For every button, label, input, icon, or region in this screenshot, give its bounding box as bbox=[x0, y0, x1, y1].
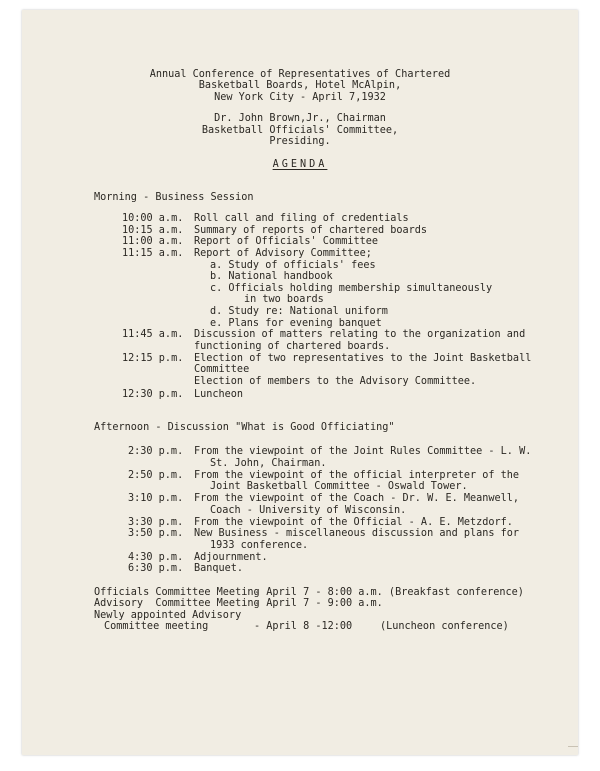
morning-item: Summary of reports of chartered boards bbox=[194, 225, 428, 236]
advisory-sub-item: in two boards bbox=[244, 294, 324, 305]
agenda-title: AGENDA bbox=[272, 159, 328, 170]
header-line-3: New York City - April 7,1932 bbox=[214, 92, 386, 103]
page-corner-mark bbox=[568, 746, 578, 753]
meeting-date: - April 8 -12:00 bbox=[254, 621, 353, 632]
meeting-name: Committee meeting bbox=[104, 621, 209, 632]
afternoon-item: From the viewpoint of the official interpreter of the bbox=[194, 470, 520, 481]
morning-time: 11:45 a.m. bbox=[122, 329, 184, 340]
afternoon-time: 2:50 p.m. bbox=[128, 470, 184, 481]
afternoon-item: From the viewpoint of the Joint Rules Committee - L. W. bbox=[194, 446, 532, 457]
afternoon-time: 3:10 p.m. bbox=[128, 493, 184, 504]
morning-time: 10:15 a.m. bbox=[122, 225, 184, 236]
morning-item: Report of Officials' Committee bbox=[194, 236, 379, 247]
morning-item: Luncheon bbox=[194, 389, 244, 400]
morning-item: Roll call and filing of credentials bbox=[194, 213, 409, 224]
morning-item: Report of Advisory Committee; bbox=[194, 248, 372, 259]
afternoon-item: From the viewpoint of the Coach - Dr. W. E. Meanwell, bbox=[194, 493, 520, 504]
header-line-1: Annual Conference of Representatives of Chartered bbox=[149, 69, 451, 80]
afternoon-item-cont: Joint Basketball Committee - Oswald Tower. bbox=[210, 481, 468, 492]
morning-item-cont: functioning of chartered boards. bbox=[194, 341, 391, 352]
meeting-name: Advisory Committee Meeting bbox=[94, 598, 260, 609]
header-line-2: Basketball Boards, Hotel McAlpin, bbox=[198, 80, 402, 91]
meeting-date: - April 7 - 8:00 a.m. (Breakfast conference) bbox=[254, 587, 524, 598]
afternoon-heading: Afternoon - Discussion "What is Good Officiating" bbox=[94, 422, 395, 433]
morning-time: 11:15 a.m. bbox=[122, 248, 184, 259]
advisory-sub-item: c. Officials holding membership simultaneously bbox=[210, 283, 493, 294]
meeting-name: Newly appointed Advisory bbox=[94, 610, 242, 621]
afternoon-item: Banquet. bbox=[194, 563, 244, 574]
advisory-sub-item: d. Study re: National uniform bbox=[210, 306, 388, 317]
afternoon-time: 3:30 p.m. bbox=[128, 517, 184, 528]
morning-item: Discussion of matters relating to the organization and bbox=[194, 329, 526, 340]
afternoon-item-cont: 1933 conference. bbox=[210, 540, 309, 551]
afternoon-time: 2:30 p.m. bbox=[128, 446, 184, 457]
morning-time: 12:30 p.m. bbox=[122, 389, 184, 400]
meeting-date: - April 7 - 9:00 a.m. bbox=[254, 598, 383, 609]
morning-item-cont: Election of members to the Advisory Committee. bbox=[194, 376, 477, 387]
afternoon-time: 3:50 p.m. bbox=[128, 528, 184, 539]
afternoon-item: Adjournment. bbox=[194, 552, 268, 563]
meeting-note: (Luncheon conference) bbox=[380, 621, 509, 632]
afternoon-item-cont: St. John, Chairman. bbox=[210, 458, 327, 469]
afternoon-item-cont: Coach - University of Wisconsin. bbox=[210, 505, 407, 516]
afternoon-item: From the viewpoint of the Official - A. E. Metzdorf. bbox=[194, 517, 513, 528]
chairman-line-2: Basketball Officials' Committee, bbox=[201, 125, 399, 136]
document-page bbox=[22, 10, 578, 755]
morning-time: 12:15 p.m. bbox=[122, 353, 184, 364]
morning-item: Election of two representatives to the Joint Basketball bbox=[194, 353, 532, 364]
advisory-sub-item: a. Study of officials' fees bbox=[210, 260, 376, 271]
afternoon-item: New Business - miscellaneous discussion and plans for bbox=[194, 528, 520, 539]
chairman-line-3: Presiding. bbox=[269, 136, 331, 147]
advisory-sub-item: b. National handbook bbox=[210, 271, 333, 282]
morning-time: 11:00 a.m. bbox=[122, 236, 184, 247]
afternoon-time: 4:30 p.m. bbox=[128, 552, 184, 563]
meeting-name: Officials Committee Meeting bbox=[94, 587, 260, 598]
morning-time: 10:00 a.m. bbox=[122, 213, 184, 224]
morning-item-cont: Committee bbox=[194, 364, 250, 375]
morning-heading: Morning - Business Session bbox=[94, 192, 254, 203]
afternoon-time: 6:30 p.m. bbox=[128, 563, 184, 574]
chairman-line-1: Dr. John Brown,Jr., Chairman bbox=[214, 113, 386, 124]
advisory-sub-item: e. Plans for evening banquet bbox=[210, 318, 382, 329]
